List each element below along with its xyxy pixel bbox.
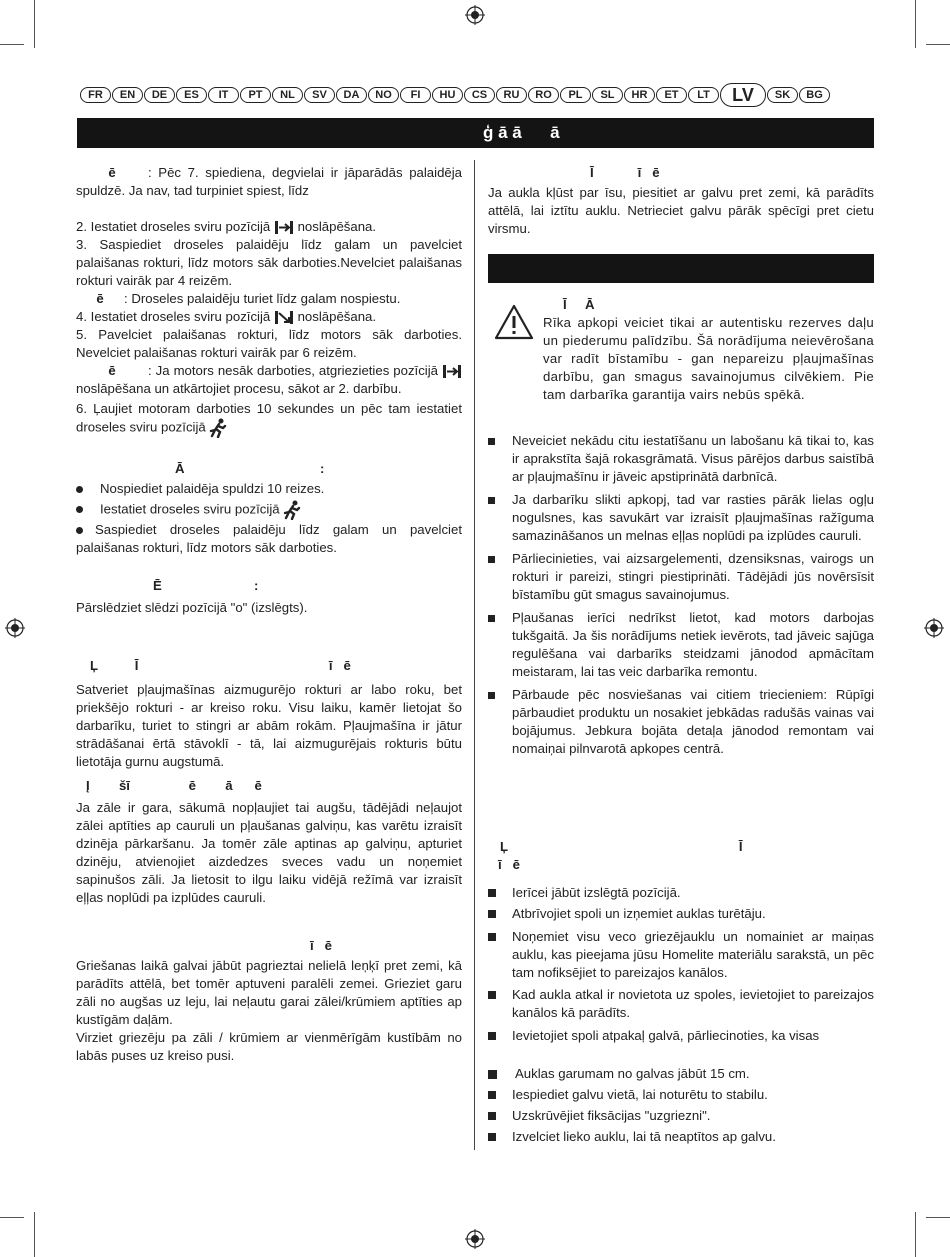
line-advance-heading: Ī ī ē xyxy=(590,165,660,180)
holding-text: Satveriet pļaujmašīnas aizmugurējo rokturi ar labo roku, bet priekšējo rokturi - ar kreiso roku. Visu laiku, kamēr lietojat šo darbarīku, turiet to stingri ar abām rokām. Pļaujmašīna ir jātur strādāšanai ērtā stāvoklī - tā, lai aizmugurējais rokturis būtu lietotāja gurnu augstumā. xyxy=(76,682,462,769)
list-item: Pārbaude pēc nosviešanas vai citiem triecieniem: Rūpīgi pārbaudiet produktu un nosakiet jebkādas radušās vainas vai bojājumus. Jebkura bojāta detaļa jānodod remontam vai nomaiņai pilnvarotā apkopes centrā. xyxy=(488,686,874,758)
right-column xyxy=(488,164,874,238)
registration-mark-icon xyxy=(924,618,944,638)
holding-heading: Ļ Ī ī ē xyxy=(90,658,351,673)
run-position-icon xyxy=(209,418,227,438)
step-6: 6. Ļaujiet motoram darboties 10 sekundes un pēc tam iestatiet droseles sviru pozīcijā xyxy=(76,400,462,438)
step-4: 4. Iestatiet droseles sviru pozīcijā noslāpēšana. xyxy=(76,309,377,324)
crop-mark xyxy=(34,1212,35,1257)
lang-de[interactable]: DE xyxy=(144,87,175,103)
lang-ru[interactable]: RU xyxy=(496,87,527,103)
bullet-icon xyxy=(488,889,496,897)
bullet-icon xyxy=(488,438,495,445)
lang-no[interactable]: NO xyxy=(368,87,399,103)
note-paragraph: ē : Ja motors nesāk darboties, atgriezieties pozīcijā noslāpēšana un atkārtojiet procesu, sākot ar 2. darbību. xyxy=(76,362,462,398)
list-item: Saspiediet droseles palaidēju līdz galam un pavelciet palaišanas rokturi, līdz motors sāk darboties. xyxy=(76,522,462,555)
tall-grass-heading: Į šī ē ā ē xyxy=(86,778,262,793)
bullet-icon xyxy=(488,556,495,563)
list-item: Ja darbarīku slikti apkopj, tad var rasties pārāk lielas ogļu nogulsnes, kas savukārt var izraisīt pļaujmašīnas ražīguma samazināšanos un melnas eļļas noplūdi pa izplūdes cauruli. xyxy=(488,491,874,545)
stop-text: Pārslēdziet slēdzi pozīcijā "o" (izslēgts). xyxy=(76,600,308,615)
registration-mark-icon xyxy=(465,1229,485,1249)
lang-da[interactable]: DA xyxy=(336,87,367,103)
list-item: Kad aukla atkal ir novietota uz spoles, ievietojiet to pareizajos kanālos kā parādīts. xyxy=(488,986,874,1022)
list-item: Pārliecinieties, vai aizsargelementi, dzensiksnas, vairogs un rokturi ir pareizi, stingri piestiprināti. Tādējādi jūs novērsīsit bīstamību gūt smagus savainojumus. xyxy=(488,550,874,604)
bullet-icon xyxy=(488,1112,496,1120)
crop-mark xyxy=(926,44,950,45)
list-item: Auklas garumam no galvas jābūt 15 cm. xyxy=(488,1065,874,1083)
list-item: Ievietojiet spoli atpakaļ galvā, pārliecinoties, ka visas xyxy=(488,1027,874,1045)
lang-bg[interactable]: BG xyxy=(799,87,830,103)
crop-mark xyxy=(926,1217,950,1218)
lang-ro[interactable]: RO xyxy=(528,87,559,103)
crop-mark xyxy=(34,0,35,48)
lang-lv-active[interactable]: LV xyxy=(720,83,766,107)
list-item: Pļaušanas ierīci nedrīkst lietot, kad motors darbojas tukšgaitā. Ja šis norādījums netiek ievērots, tad jāveic sajūga regulēšana vai darbarīks steidzami jānodod apmācītam meistaram, lai tas veic darbarīka remontu. xyxy=(488,609,874,681)
crop-mark xyxy=(0,44,24,45)
bullet-icon xyxy=(76,486,83,493)
lang-es[interactable]: ES xyxy=(176,87,207,103)
bullet-icon xyxy=(488,1070,497,1079)
lang-pt[interactable]: PT xyxy=(240,87,271,103)
choke-closed-icon xyxy=(442,365,462,378)
lang-fi[interactable]: FI xyxy=(400,87,431,103)
section-title: ģ ā ā ā xyxy=(483,123,560,142)
list-item: Iespiediet galvu vietā, lai noturētu to stabilu. xyxy=(488,1086,874,1104)
choke-half-icon xyxy=(274,311,294,324)
lang-it[interactable]: IT xyxy=(208,87,239,103)
lang-hr[interactable]: HR xyxy=(624,87,655,103)
lang-en[interactable]: EN xyxy=(112,87,143,103)
lang-fr[interactable]: FR xyxy=(80,87,111,103)
bullet-icon xyxy=(488,910,496,918)
lang-sv[interactable]: SV xyxy=(304,87,335,103)
list-item: Noņemiet visu veco griezējauklu un nomainiet ar maiņas auklu, kas pieejama jūsu Homelite materiālu sarakstā, un pēc tam nofiksējiet to pareizajos kanālos. xyxy=(488,928,874,982)
crop-mark xyxy=(915,1212,916,1257)
warning-block xyxy=(543,296,874,404)
warning-triangle-icon xyxy=(494,304,534,340)
lang-et[interactable]: ET xyxy=(656,87,687,103)
cutting-text: Virziet griezēju pa zāli / krūmiem ar vienmērīgām kustībām no labās puses uz kreiso pusi. xyxy=(76,1030,462,1063)
note-paragraph: ē : Pēc 7. spiediena, degvielai ir jāparādās palaidēja spuldzē. Ja nav, tad turpiniet spiest, līdz xyxy=(76,165,462,198)
list-item: Ierīcei jābūt izslēgtā pozīcijā. xyxy=(488,884,874,902)
step-2: 2. Iestatiet droseles sviru pozīcijā noslāpēšana. xyxy=(76,219,377,234)
stop-heading: Ē : xyxy=(153,578,259,593)
warm-start-heading: Ā : xyxy=(175,461,325,476)
bullet-icon xyxy=(488,1091,496,1099)
section-banner xyxy=(77,118,874,148)
run-position-icon xyxy=(283,500,301,520)
bullet-icon xyxy=(488,497,495,504)
bullet-icon xyxy=(488,991,496,999)
replace-section xyxy=(488,838,874,1146)
cutting-text: Griešanas laikā galvai jābūt pagrieztai nelielā leņķī pret zemi, kā parādīts attēlā, bet tomēr aptuveni paralēli zemei. Grieziet garu zāli no augšas uz leju, lai neļautu garai zālei/krūmiem aptīties ap kustīgām daļām. xyxy=(76,958,462,1027)
lang-pl[interactable]: PL xyxy=(560,87,591,103)
replace-heading: Ļ Ī xyxy=(500,839,743,854)
lang-cs[interactable]: CS xyxy=(464,87,495,103)
language-bar xyxy=(80,84,875,106)
list-item: Nospiediet palaidēja spuldzi 10 reizes. xyxy=(76,480,462,498)
step-5: 5. Pavelciet palaišanas rokturi, līdz motors sāk darboties. Nevelciet palaišanas rokturi vairāk par 6 reizēm. xyxy=(76,327,462,360)
list-item: Atbrīvojiet spoli un izņemiet auklas turētāju. xyxy=(488,905,874,923)
list-item: Neveiciet nekādu citu iestatīšanu un labošanu kā tikai to, kas ir aprakstīta šajā rokasgrāmatā. Visus pārējos darbus saistībā ar pļaujmašīnu ir jāveic apstiprinātā darbnīcā. xyxy=(488,432,874,486)
crop-mark xyxy=(0,1217,24,1218)
choke-closed-icon xyxy=(274,221,294,234)
cutting-heading: ī ē xyxy=(310,938,332,953)
registration-mark-icon xyxy=(5,618,25,638)
note-paragraph: ē : Droseles palaidēju turiet līdz galam nospiestu. xyxy=(96,291,401,306)
bullet-icon xyxy=(488,615,495,622)
bullet-icon xyxy=(488,1032,496,1040)
bullet-icon xyxy=(488,1133,496,1141)
line-advance-text: Ja aukla kļūst par īsu, piesitiet ar galvu pret zemi, kā parādīts attēlā, lai iztītu auklu. Netrieciet galvu pārāk spēcīgi pret cietu virsmu. xyxy=(488,185,874,236)
bullet-icon xyxy=(488,933,496,941)
maintenance-list xyxy=(488,432,874,758)
bullet-icon xyxy=(76,527,83,534)
step-3: 3. Saspiediet droseles palaidēju līdz galam un pavelciet palaišanas rokturi, līdz motors sāk darboties.Nevelciet palaišanas rokturi vairāk par 4 reizēm. xyxy=(76,237,462,288)
list-item: Iestatiet droseles sviru pozīcijā xyxy=(76,500,462,520)
maintenance-banner xyxy=(488,254,874,283)
warning-text: Rīka apkopi veiciet tikai ar autentisku rezerves daļu un piederumu palīdzību. Šā norādījuma neievērošana var radīt bīstamību - gan nepareizu pļaujmašīnas darbību, gan smagus savainojumus cilvēkiem. Pie tam darbarīka garantija vairs nebūs spēkā. xyxy=(543,315,874,402)
lang-lt[interactable]: LT xyxy=(688,87,719,103)
list-item: Izvelciet lieko auklu, lai tā neaptītos ap galvu. xyxy=(488,1128,874,1146)
lang-nl[interactable]: NL xyxy=(272,87,303,103)
column-divider xyxy=(474,160,475,1150)
list-item: Uzskrūvējiet fiksācijas "uzgriezni". xyxy=(488,1107,874,1125)
registration-mark-icon xyxy=(465,5,485,25)
crop-mark xyxy=(915,0,916,48)
bullet-icon xyxy=(76,506,83,513)
lang-sk[interactable]: SK xyxy=(767,87,798,103)
tall-grass-text: Ja zāle ir gara, sākumā nopļaujiet tai augšu, tādējādi neļaujot zālei aptīties ap cauruli un pļaušanas galviņu, kas varētu izraisīt dzinēja pārkaršanu. Ja tomēr zāle aptinas ap galviņu, apturiet dzinēju, atvienojiet aizdedzes sveces vadu un noņemiet sapinušos zāli. Ja lietosit to ilgu laiku vidējā režīmā var izraisīt eļļas noplūdi pa izplūdes cauruli. xyxy=(76,800,462,905)
left-column xyxy=(76,164,462,1065)
lang-hu[interactable]: HU xyxy=(432,87,463,103)
warning-title: Ī Ā xyxy=(563,297,595,312)
bullet-icon xyxy=(488,692,495,699)
replace-heading: ī ē xyxy=(498,857,520,872)
lang-sl[interactable]: SL xyxy=(592,87,623,103)
